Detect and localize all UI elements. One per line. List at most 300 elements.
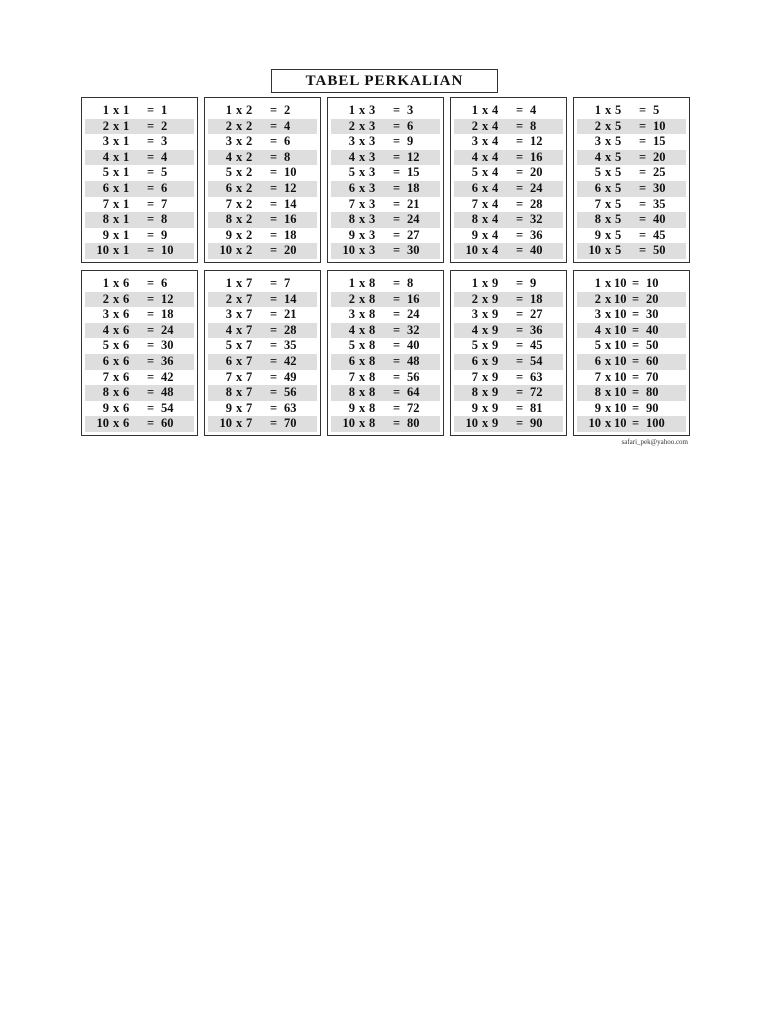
- operand-b: 2: [246, 212, 253, 227]
- product: 6: [161, 276, 168, 290]
- times-sign: x: [482, 276, 489, 290]
- product: 90: [646, 400, 659, 415]
- operand-b: 4: [492, 134, 499, 149]
- operand-a: 3: [594, 134, 601, 149]
- product: 60: [646, 353, 659, 368]
- product: 30: [653, 180, 666, 195]
- equals-sign: =: [632, 322, 640, 337]
- product: 3: [161, 134, 168, 149]
- equals-sign: =: [516, 322, 524, 337]
- times-sign: x: [236, 103, 243, 117]
- product: 48: [161, 385, 174, 400]
- table-row: [208, 370, 317, 386]
- times-sign: x: [113, 180, 120, 195]
- operand-b: 3: [369, 149, 376, 164]
- table-row: [208, 165, 317, 181]
- table-row: [577, 165, 686, 181]
- operand-a: 6: [594, 353, 601, 368]
- table-3: [327, 97, 444, 263]
- product: 24: [407, 307, 420, 322]
- operand-a: 1: [102, 103, 109, 117]
- equals-sign: =: [147, 276, 155, 290]
- operand-a: 1: [102, 276, 109, 290]
- times-sign: x: [236, 307, 243, 322]
- product: 72: [530, 385, 543, 400]
- product: 28: [284, 322, 297, 337]
- operand-a: 4: [102, 322, 109, 337]
- operand-b: 7: [246, 322, 253, 337]
- equals-sign: =: [639, 103, 647, 117]
- operand-b: 4: [492, 227, 499, 242]
- operand-b: 10: [614, 385, 627, 400]
- operand-b: 10: [614, 322, 627, 337]
- product: 72: [407, 400, 420, 415]
- times-sign: x: [113, 118, 120, 133]
- table-row: [208, 197, 317, 213]
- operand-a: 7: [471, 369, 478, 384]
- operand-a: 4: [471, 149, 478, 164]
- equals-sign: =: [632, 276, 640, 290]
- equals-sign: =: [393, 118, 401, 133]
- times-sign: x: [359, 212, 366, 227]
- times-sign: x: [236, 180, 243, 195]
- operand-a: 5: [348, 165, 355, 180]
- times-sign: x: [113, 212, 120, 227]
- product: 10: [284, 165, 297, 180]
- operand-b: 1: [123, 165, 130, 180]
- operand-b: 6: [123, 291, 130, 306]
- equals-sign: =: [147, 322, 155, 337]
- operand-a: 10: [219, 416, 232, 431]
- product: 32: [530, 212, 543, 227]
- equals-sign: =: [393, 353, 401, 368]
- equals-sign: =: [270, 307, 278, 322]
- product: 18: [530, 291, 543, 306]
- table-row: [208, 103, 317, 119]
- operand-a: 2: [225, 118, 232, 133]
- operand-b: 5: [615, 180, 622, 195]
- table-row: [85, 150, 194, 166]
- table-row: [454, 401, 563, 417]
- times-sign: x: [236, 322, 243, 337]
- operand-b: 7: [246, 416, 253, 431]
- product: 15: [653, 134, 666, 149]
- operand-a: 1: [471, 103, 478, 117]
- operand-b: 6: [123, 353, 130, 368]
- operand-b: 10: [614, 400, 627, 415]
- operand-a: 5: [225, 338, 232, 353]
- table-row: [208, 276, 317, 292]
- operand-b: 10: [614, 338, 627, 353]
- times-sign: x: [605, 180, 612, 195]
- table-row: [208, 212, 317, 228]
- operand-a: 7: [594, 369, 601, 384]
- product: 56: [284, 385, 297, 400]
- operand-a: 9: [102, 227, 109, 242]
- equals-sign: =: [516, 307, 524, 322]
- operand-b: 6: [123, 307, 130, 322]
- times-sign: x: [605, 276, 612, 290]
- equals-sign: =: [270, 385, 278, 400]
- operand-b: 5: [615, 243, 622, 258]
- times-sign: x: [482, 212, 489, 227]
- times-sign: x: [482, 149, 489, 164]
- operand-b: 7: [246, 369, 253, 384]
- operand-b: 8: [369, 307, 376, 322]
- table-row: [454, 292, 563, 308]
- table-row: [454, 197, 563, 213]
- product: 54: [530, 353, 543, 368]
- operand-a: 8: [471, 385, 478, 400]
- table-row: [85, 197, 194, 213]
- table-row: [454, 276, 563, 292]
- operand-b: 5: [615, 196, 622, 211]
- equals-sign: =: [270, 353, 278, 368]
- times-sign: x: [482, 227, 489, 242]
- times-sign: x: [482, 307, 489, 322]
- product: 36: [530, 227, 543, 242]
- operand-b: 1: [123, 118, 130, 133]
- operand-b: 6: [123, 338, 130, 353]
- equals-sign: =: [147, 212, 155, 227]
- operand-a: 9: [225, 400, 232, 415]
- operand-a: 9: [348, 400, 355, 415]
- product: 24: [407, 212, 420, 227]
- product: 40: [653, 212, 666, 227]
- product: 6: [161, 180, 168, 195]
- table-row: [577, 243, 686, 259]
- product: 9: [161, 227, 168, 242]
- operand-b: 9: [492, 385, 499, 400]
- operand-b: 10: [614, 307, 627, 322]
- equals-sign: =: [632, 307, 640, 322]
- operand-b: 7: [246, 338, 253, 353]
- operand-a: 3: [225, 134, 232, 149]
- equals-sign: =: [393, 291, 401, 306]
- product: 90: [530, 416, 543, 431]
- equals-sign: =: [632, 369, 640, 384]
- operand-a: 3: [102, 134, 109, 149]
- product: 2: [284, 103, 291, 117]
- table-row: [454, 370, 563, 386]
- product: 27: [530, 307, 543, 322]
- product: 12: [284, 180, 297, 195]
- operand-b: 6: [123, 369, 130, 384]
- equals-sign: =: [147, 149, 155, 164]
- operand-b: 9: [492, 353, 499, 368]
- operand-b: 9: [492, 276, 499, 290]
- operand-a: 6: [471, 180, 478, 195]
- times-sign: x: [113, 369, 120, 384]
- table-row: [577, 292, 686, 308]
- equals-sign: =: [632, 338, 640, 353]
- equals-sign: =: [147, 243, 155, 258]
- table-row: [331, 103, 440, 119]
- times-sign: x: [113, 227, 120, 242]
- table-row: [577, 416, 686, 432]
- equals-sign: =: [147, 180, 155, 195]
- operand-a: 1: [225, 103, 232, 117]
- table-row: [85, 338, 194, 354]
- equals-sign: =: [393, 149, 401, 164]
- times-sign: x: [236, 134, 243, 149]
- table-row: [208, 243, 317, 259]
- product: 4: [161, 149, 168, 164]
- equals-sign: =: [393, 307, 401, 322]
- product: 12: [530, 134, 543, 149]
- table-7: [204, 270, 321, 436]
- product: 36: [530, 322, 543, 337]
- table-4: [450, 97, 567, 263]
- operand-a: 9: [102, 400, 109, 415]
- times-sign: x: [236, 212, 243, 227]
- times-sign: x: [113, 103, 120, 117]
- operand-a: 10: [219, 243, 232, 258]
- operand-a: 9: [594, 400, 601, 415]
- times-sign: x: [113, 338, 120, 353]
- operand-b: 1: [123, 196, 130, 211]
- operand-b: 2: [246, 243, 253, 258]
- product: 42: [161, 369, 174, 384]
- operand-a: 6: [225, 180, 232, 195]
- equals-sign: =: [516, 416, 524, 431]
- product: 80: [646, 385, 659, 400]
- operand-b: 3: [369, 243, 376, 258]
- equals-sign: =: [270, 212, 278, 227]
- table-row: [577, 338, 686, 354]
- product: 10: [646, 276, 659, 290]
- operand-b: 9: [492, 369, 499, 384]
- operand-a: 4: [102, 149, 109, 164]
- operand-b: 2: [246, 180, 253, 195]
- operand-b: 9: [492, 291, 499, 306]
- product: 1: [161, 103, 168, 117]
- times-sign: x: [113, 276, 120, 290]
- operand-b: 4: [492, 196, 499, 211]
- product: 32: [407, 322, 420, 337]
- equals-sign: =: [516, 212, 524, 227]
- equals-sign: =: [639, 165, 647, 180]
- table-row: [331, 370, 440, 386]
- operand-b: 7: [246, 307, 253, 322]
- table-row: [208, 119, 317, 135]
- table-row: [208, 338, 317, 354]
- table-2: [204, 97, 321, 263]
- times-sign: x: [605, 134, 612, 149]
- operand-a: 5: [594, 338, 601, 353]
- times-sign: x: [605, 400, 612, 415]
- times-sign: x: [605, 103, 612, 117]
- table-row: [577, 354, 686, 370]
- table-row: [331, 276, 440, 292]
- operand-a: 6: [471, 353, 478, 368]
- times-sign: x: [113, 243, 120, 258]
- times-sign: x: [236, 165, 243, 180]
- times-sign: x: [605, 165, 612, 180]
- operand-a: 7: [471, 196, 478, 211]
- table-row: [85, 165, 194, 181]
- times-sign: x: [236, 369, 243, 384]
- operand-a: 8: [225, 212, 232, 227]
- operand-b: 8: [369, 385, 376, 400]
- table-row: [85, 212, 194, 228]
- operand-a: 7: [225, 196, 232, 211]
- table-row: [208, 385, 317, 401]
- times-sign: x: [359, 243, 366, 258]
- equals-sign: =: [516, 149, 524, 164]
- product: 8: [161, 212, 168, 227]
- times-sign: x: [113, 196, 120, 211]
- equals-sign: =: [639, 227, 647, 242]
- table-row: [85, 103, 194, 119]
- operand-b: 7: [246, 385, 253, 400]
- operand-a: 6: [225, 353, 232, 368]
- operand-a: 5: [102, 165, 109, 180]
- operand-a: 2: [102, 291, 109, 306]
- times-sign: x: [113, 322, 120, 337]
- table-row: [85, 370, 194, 386]
- equals-sign: =: [393, 338, 401, 353]
- operand-a: 2: [471, 118, 478, 133]
- operand-a: 8: [102, 212, 109, 227]
- operand-a: 6: [348, 180, 355, 195]
- operand-a: 9: [471, 227, 478, 242]
- operand-a: 2: [102, 118, 109, 133]
- operand-b: 4: [492, 103, 499, 117]
- product: 16: [284, 212, 297, 227]
- product: 40: [530, 243, 543, 258]
- product: 100: [646, 416, 665, 431]
- table-row: [577, 401, 686, 417]
- product: 8: [284, 149, 291, 164]
- operand-a: 9: [471, 400, 478, 415]
- operand-a: 2: [225, 291, 232, 306]
- times-sign: x: [605, 385, 612, 400]
- operand-a: 10: [96, 416, 109, 431]
- times-sign: x: [359, 118, 366, 133]
- equals-sign: =: [516, 196, 524, 211]
- equals-sign: =: [147, 307, 155, 322]
- equals-sign: =: [516, 291, 524, 306]
- operand-b: 2: [246, 227, 253, 242]
- times-sign: x: [359, 307, 366, 322]
- table-row: [208, 150, 317, 166]
- equals-sign: =: [393, 322, 401, 337]
- operand-a: 9: [594, 227, 601, 242]
- operand-a: 6: [102, 180, 109, 195]
- operand-b: 9: [492, 416, 499, 431]
- equals-sign: =: [639, 196, 647, 211]
- equals-sign: =: [147, 385, 155, 400]
- product: 4: [284, 118, 291, 133]
- times-sign: x: [113, 291, 120, 306]
- table-row: [331, 119, 440, 135]
- product: 42: [284, 353, 297, 368]
- product: 16: [407, 291, 420, 306]
- table-row: [331, 292, 440, 308]
- operand-a: 7: [102, 369, 109, 384]
- operand-b: 2: [246, 118, 253, 133]
- equals-sign: =: [270, 149, 278, 164]
- times-sign: x: [236, 338, 243, 353]
- product: 4: [530, 103, 537, 117]
- operand-b: 3: [369, 134, 376, 149]
- operand-b: 3: [369, 165, 376, 180]
- table-row: [85, 181, 194, 197]
- equals-sign: =: [147, 369, 155, 384]
- product: 5: [653, 103, 660, 117]
- equals-sign: =: [516, 243, 524, 258]
- table-10: [573, 270, 690, 436]
- operand-a: 1: [594, 103, 601, 117]
- table-row: [577, 307, 686, 323]
- table-row: [454, 354, 563, 370]
- table-row: [577, 276, 686, 292]
- equals-sign: =: [270, 400, 278, 415]
- table-row: [454, 416, 563, 432]
- times-sign: x: [236, 196, 243, 211]
- times-sign: x: [482, 353, 489, 368]
- product: 54: [161, 400, 174, 415]
- operand-b: 8: [369, 416, 376, 431]
- operand-b: 6: [123, 276, 130, 290]
- operand-b: 4: [492, 149, 499, 164]
- equals-sign: =: [270, 103, 278, 117]
- operand-b: 9: [492, 322, 499, 337]
- product: 21: [284, 307, 297, 322]
- operand-b: 6: [123, 385, 130, 400]
- times-sign: x: [605, 369, 612, 384]
- operand-b: 2: [246, 103, 253, 117]
- product: 12: [407, 149, 420, 164]
- table-row: [577, 228, 686, 244]
- times-sign: x: [359, 227, 366, 242]
- equals-sign: =: [270, 118, 278, 133]
- operand-b: 7: [246, 353, 253, 368]
- product: 45: [530, 338, 543, 353]
- product: 16: [530, 149, 543, 164]
- times-sign: x: [359, 196, 366, 211]
- product: 10: [161, 243, 174, 258]
- operand-b: 1: [123, 212, 130, 227]
- table-row: [577, 103, 686, 119]
- product: 50: [653, 243, 666, 258]
- product: 49: [284, 369, 297, 384]
- operand-a: 8: [471, 212, 478, 227]
- operand-a: 1: [225, 276, 232, 290]
- equals-sign: =: [516, 134, 524, 149]
- operand-b: 6: [123, 400, 130, 415]
- operand-a: 8: [348, 385, 355, 400]
- operand-b: 3: [369, 212, 376, 227]
- product: 14: [284, 291, 297, 306]
- equals-sign: =: [270, 227, 278, 242]
- operand-b: 5: [615, 212, 622, 227]
- operand-a: 2: [594, 118, 601, 133]
- equals-sign: =: [639, 180, 647, 195]
- operand-a: 1: [471, 276, 478, 290]
- times-sign: x: [605, 212, 612, 227]
- times-sign: x: [236, 149, 243, 164]
- equals-sign: =: [639, 118, 647, 133]
- product: 30: [646, 307, 659, 322]
- equals-sign: =: [516, 400, 524, 415]
- equals-sign: =: [270, 338, 278, 353]
- operand-b: 2: [246, 196, 253, 211]
- equals-sign: =: [516, 180, 524, 195]
- table-row: [577, 181, 686, 197]
- operand-a: 8: [594, 212, 601, 227]
